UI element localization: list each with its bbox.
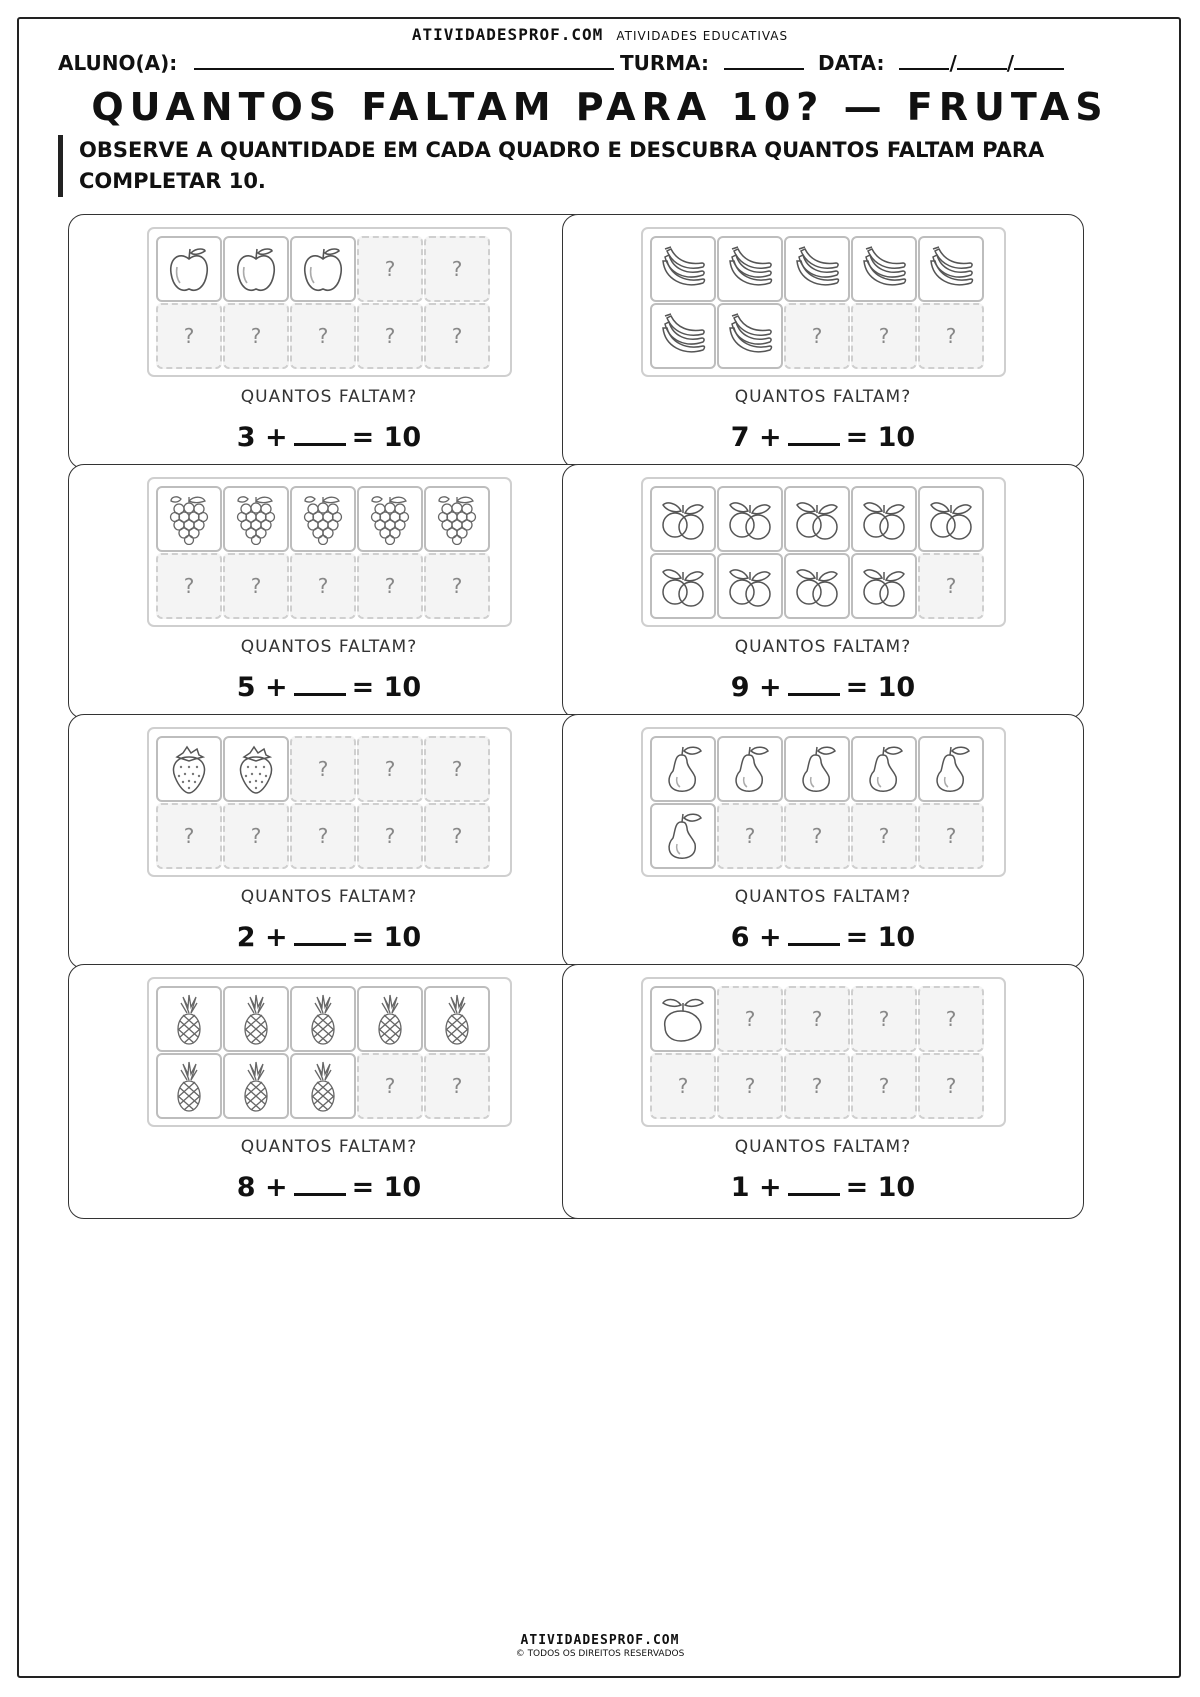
question-mark: ? [317, 574, 329, 598]
empty-cell [424, 553, 490, 619]
question-mark: ? [811, 824, 823, 848]
question-mark: ? [384, 824, 396, 848]
answer-blank[interactable] [294, 919, 346, 946]
empty-cell [223, 303, 289, 369]
filled-cell [223, 736, 289, 802]
banana-icon [724, 310, 776, 362]
answer-blank[interactable] [294, 669, 346, 696]
question-mark: ? [945, 824, 957, 848]
filled-cell [717, 303, 783, 369]
equation-left: 8 + [236, 1172, 288, 1203]
empty-cell [156, 553, 222, 619]
ten-frame [147, 977, 512, 1127]
filled-cell [156, 236, 222, 302]
class-line[interactable] [724, 50, 804, 70]
question-mark: ? [384, 1074, 396, 1098]
question-mark: ? [451, 257, 463, 281]
question-label: QUANTOS FALTAM? [240, 887, 418, 907]
empty-cell [357, 553, 423, 619]
question-mark: ? [250, 824, 262, 848]
question-mark: ? [250, 324, 262, 348]
answer-blank[interactable] [294, 1169, 346, 1196]
empty-cell [357, 803, 423, 869]
banana-icon [657, 243, 709, 295]
grapes-icon [297, 493, 349, 545]
question-mark: ? [677, 1074, 689, 1098]
pear-icon [858, 743, 910, 795]
pineapple-icon [431, 993, 483, 1045]
pineapple-icon [364, 993, 416, 1045]
banana-icon [925, 243, 977, 295]
filled-cell [851, 553, 917, 619]
equation-left: 9 + [730, 672, 782, 703]
empty-cell [290, 553, 356, 619]
answer-blank[interactable] [788, 919, 840, 946]
question-mark: ? [811, 1074, 823, 1098]
filled-cell [650, 303, 716, 369]
question-mark: ? [878, 824, 890, 848]
pear-icon [657, 810, 709, 862]
empty-cell [918, 553, 984, 619]
orange-icon [791, 493, 843, 545]
banana-icon [791, 243, 843, 295]
empty-cell [784, 986, 850, 1052]
empty-cell [357, 736, 423, 802]
equation-left: 6 + [730, 922, 782, 953]
filled-cell [357, 986, 423, 1052]
filled-cell [290, 1053, 356, 1119]
question-mark: ? [384, 257, 396, 281]
empty-cell [918, 1053, 984, 1119]
filled-cell [784, 486, 850, 552]
ten-frame [147, 227, 512, 377]
equation-left: 7 + [730, 422, 782, 453]
student-name-field[interactable] [58, 50, 614, 75]
filled-cell [918, 486, 984, 552]
equation-right: = 10 [845, 672, 916, 703]
question-mark: ? [451, 757, 463, 781]
pear-icon [657, 743, 709, 795]
filled-cell [717, 486, 783, 552]
empty-cell [424, 803, 490, 869]
equation [69, 919, 589, 953]
question-mark: ? [811, 324, 823, 348]
empty-cell [290, 303, 356, 369]
question-mark: ? [744, 1074, 756, 1098]
date-day-line[interactable] [899, 50, 949, 70]
orange-icon [925, 493, 977, 545]
filled-cell [918, 736, 984, 802]
filled-cell [223, 236, 289, 302]
empty-cell [918, 803, 984, 869]
class-label: TURMA: [620, 51, 710, 75]
date-separator: / [1006, 51, 1015, 75]
empty-cell [156, 303, 222, 369]
equation [563, 919, 1083, 953]
pineapple-icon [163, 1060, 215, 1112]
filled-cell [717, 236, 783, 302]
filled-cell [357, 486, 423, 552]
empty-cell [851, 1053, 917, 1119]
empty-cell [424, 236, 490, 302]
filled-cell [223, 1053, 289, 1119]
pineapple-icon [230, 993, 282, 1045]
footer-rights: © TODOS OS DIREITOS RESERVADOS [515, 1649, 685, 1659]
strawberry-icon [163, 743, 215, 795]
equation-right: = 10 [351, 922, 422, 953]
filled-cell [424, 986, 490, 1052]
filled-cell [650, 803, 716, 869]
orange-icon [858, 493, 910, 545]
filled-cell [290, 486, 356, 552]
empty-cell [851, 986, 917, 1052]
ten-frame [147, 477, 512, 627]
empty-cell [290, 803, 356, 869]
strawberry-icon [230, 743, 282, 795]
equation-left: 2 + [236, 922, 288, 953]
question-mark: ? [451, 324, 463, 348]
site-subtitle: ATIVIDADES EDUCATIVAS [616, 29, 789, 43]
answer-blank[interactable] [788, 1169, 840, 1196]
orange-icon [791, 560, 843, 612]
ten-frame [641, 477, 1006, 627]
empty-cell [918, 303, 984, 369]
student-fields [58, 50, 1148, 78]
question-mark: ? [250, 574, 262, 598]
question-label: QUANTOS FALTAM? [240, 1137, 418, 1157]
grapes-icon [431, 493, 483, 545]
equation [69, 419, 589, 453]
filled-cell [918, 236, 984, 302]
filled-cell [851, 736, 917, 802]
filled-cell [717, 553, 783, 619]
class-field[interactable] [620, 50, 804, 75]
pineapple-icon [297, 993, 349, 1045]
equation [563, 419, 1083, 453]
lemon-icon [657, 993, 709, 1045]
empty-cell [290, 736, 356, 802]
banana-icon [858, 243, 910, 295]
empty-cell [851, 303, 917, 369]
question-mark: ? [183, 824, 195, 848]
empty-cell [784, 303, 850, 369]
question-mark: ? [878, 1074, 890, 1098]
exercise-card [68, 964, 590, 1219]
exercise-card [68, 464, 590, 719]
question-mark: ? [744, 1007, 756, 1031]
empty-cell [851, 803, 917, 869]
equation [563, 669, 1083, 703]
empty-cell [357, 303, 423, 369]
filled-cell [650, 486, 716, 552]
filled-cell [223, 486, 289, 552]
empty-cell [223, 803, 289, 869]
question-mark: ? [384, 574, 396, 598]
question-label: QUANTOS FALTAM? [734, 637, 912, 657]
question-label: QUANTOS FALTAM? [734, 387, 912, 407]
question-mark: ? [451, 1074, 463, 1098]
filled-cell [290, 236, 356, 302]
filled-cell [156, 736, 222, 802]
question-mark: ? [451, 574, 463, 598]
empty-cell [717, 1053, 783, 1119]
question-mark: ? [317, 757, 329, 781]
question-mark: ? [384, 757, 396, 781]
pineapple-icon [230, 1060, 282, 1112]
empty-cell [357, 1053, 423, 1119]
question-mark: ? [945, 1074, 957, 1098]
equation [69, 1169, 589, 1203]
filled-cell [851, 486, 917, 552]
date-label: DATA: [818, 51, 885, 75]
date-year-line[interactable] [1014, 50, 1064, 70]
filled-cell [424, 486, 490, 552]
date-field[interactable] [818, 50, 1064, 75]
orange-icon [858, 560, 910, 612]
equation-right: = 10 [351, 422, 422, 453]
equation-left: 1 + [730, 1172, 782, 1203]
pear-icon [791, 743, 843, 795]
question-label: QUANTOS FALTAM? [734, 887, 912, 907]
ten-frame [147, 727, 512, 877]
exercise-card [562, 964, 1084, 1219]
banana-icon [657, 310, 709, 362]
filled-cell [784, 553, 850, 619]
question-mark: ? [183, 574, 195, 598]
question-mark: ? [451, 824, 463, 848]
date-separator: / [949, 51, 957, 75]
question-mark: ? [384, 324, 396, 348]
question-mark: ? [945, 324, 957, 348]
empty-cell [156, 803, 222, 869]
equation-left: 3 + [236, 422, 288, 453]
filled-cell [650, 553, 716, 619]
equation-left: 5 + [236, 672, 288, 703]
question-label: QUANTOS FALTAM? [240, 387, 418, 407]
empty-cell [784, 1053, 850, 1119]
filled-cell [156, 986, 222, 1052]
exercise-card [562, 214, 1084, 469]
empty-cell [650, 1053, 716, 1119]
question-mark: ? [317, 324, 329, 348]
pineapple-icon [297, 1060, 349, 1112]
empty-cell [223, 553, 289, 619]
filled-cell [650, 736, 716, 802]
empty-cell [424, 1053, 490, 1119]
empty-cell [424, 736, 490, 802]
question-mark: ? [744, 824, 756, 848]
ten-frame [641, 727, 1006, 877]
student-name-line[interactable] [194, 50, 614, 70]
empty-cell [717, 803, 783, 869]
answer-blank[interactable] [788, 419, 840, 446]
filled-cell [156, 1053, 222, 1119]
ten-frame [641, 227, 1006, 377]
equation-right: = 10 [845, 922, 916, 953]
exercise-card [68, 714, 590, 969]
apple-icon [230, 243, 282, 295]
question-mark: ? [878, 1007, 890, 1031]
equation [69, 669, 589, 703]
empty-cell [424, 303, 490, 369]
pineapple-icon [163, 993, 215, 1045]
grapes-icon [230, 493, 282, 545]
filled-cell [851, 236, 917, 302]
footer-site: ATIVIDADESPROF.COM [520, 1633, 680, 1648]
exercise-card [562, 464, 1084, 719]
empty-cell [357, 236, 423, 302]
answer-blank[interactable] [294, 419, 346, 446]
site-header [0, 25, 1200, 44]
equation-right: = 10 [845, 1172, 916, 1203]
equation-right: = 10 [351, 1172, 422, 1203]
exercise-card [562, 714, 1084, 969]
instruction-text: OBSERVE A QUANTIDADE EM CADA QUADRO E DESCUBRA QUANTOS FALTAM PARA COMPLETAR 10. [58, 135, 1108, 197]
equation-right: = 10 [351, 672, 422, 703]
question-mark: ? [878, 324, 890, 348]
equation-right: = 10 [845, 422, 916, 453]
exercise-card [68, 214, 590, 469]
apple-icon [297, 243, 349, 295]
empty-cell [784, 803, 850, 869]
filled-cell [650, 236, 716, 302]
question-mark: ? [811, 1007, 823, 1031]
page-title: QUANTOS FALTAM PARA 10? — FRUTAS [91, 85, 1109, 129]
question-mark: ? [317, 824, 329, 848]
grapes-icon [163, 493, 215, 545]
orange-icon [657, 560, 709, 612]
filled-cell [223, 986, 289, 1052]
orange-icon [724, 493, 776, 545]
orange-icon [724, 560, 776, 612]
ten-frame [641, 977, 1006, 1127]
question-label: QUANTOS FALTAM? [734, 1137, 912, 1157]
footer [0, 1633, 1200, 1659]
pear-icon [925, 743, 977, 795]
question-mark: ? [945, 574, 957, 598]
empty-cell [918, 986, 984, 1052]
question-mark: ? [945, 1007, 957, 1031]
date-month-line[interactable] [957, 50, 1007, 70]
filled-cell [650, 986, 716, 1052]
orange-icon [657, 493, 709, 545]
question-label: QUANTOS FALTAM? [240, 637, 418, 657]
filled-cell [290, 986, 356, 1052]
filled-cell [784, 236, 850, 302]
student-name-label: ALUNO(A): [58, 51, 178, 75]
empty-cell [717, 986, 783, 1052]
apple-icon [163, 243, 215, 295]
site-name: ATIVIDADESPROF.COM [411, 25, 604, 44]
banana-icon [724, 243, 776, 295]
pear-icon [724, 743, 776, 795]
equation [563, 1169, 1083, 1203]
answer-blank[interactable] [788, 669, 840, 696]
filled-cell [784, 736, 850, 802]
filled-cell [156, 486, 222, 552]
filled-cell [717, 736, 783, 802]
question-mark: ? [183, 324, 195, 348]
grapes-icon [364, 493, 416, 545]
